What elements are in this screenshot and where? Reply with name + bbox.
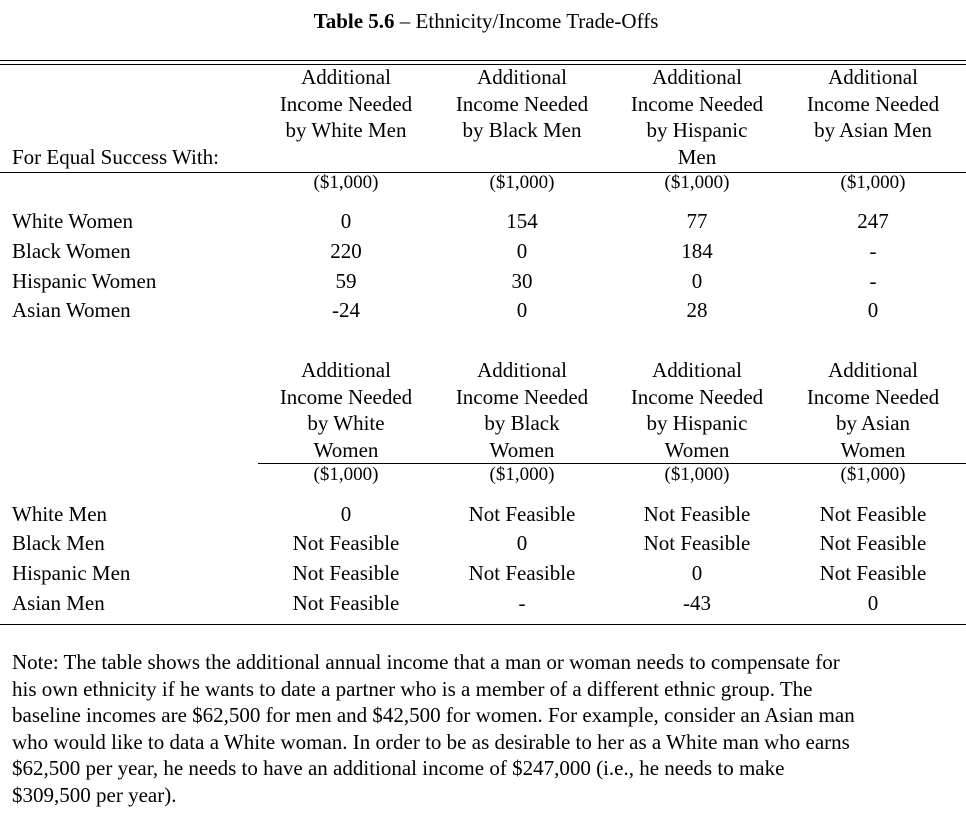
unit-label: ($1,000): [664, 172, 730, 193]
header-line: Additional: [828, 358, 918, 382]
header-line: Income Needed: [806, 91, 940, 116]
table-cell: 0: [867, 591, 879, 615]
header-line: by White: [307, 411, 385, 435]
header-line: Income Needed: [455, 91, 589, 116]
header-line: Women: [313, 437, 379, 462]
table-number: Table 5.6: [313, 9, 395, 33]
header-hispanic-men: [609, 64, 785, 170]
table-cell: 184: [681, 239, 713, 263]
header-white-men: [258, 64, 434, 144]
unit-label: ($1,000): [313, 464, 379, 485]
top-rule-1: [0, 60, 966, 61]
table-cell: 0: [340, 502, 352, 526]
header-asian-women: [785, 357, 961, 463]
header-line: by Black Men: [462, 118, 582, 142]
unit-label: ($1,000): [313, 172, 379, 193]
table-cell: -: [518, 591, 526, 615]
table-cell: 0: [340, 209, 352, 233]
table-cell: 77: [686, 209, 708, 233]
header-white-women: [258, 357, 434, 463]
header-line: Women: [489, 437, 555, 462]
row-label: Black Women: [12, 239, 131, 263]
table-cell: Not Feasible: [468, 561, 576, 585]
header-black-women: [434, 357, 610, 463]
table-cell: Not Feasible: [643, 531, 751, 555]
header-line: Income Needed: [279, 91, 413, 116]
header-line: by White Men: [285, 118, 407, 142]
table-cell: Not Feasible: [819, 502, 927, 526]
row-label: Asian Men: [12, 591, 105, 615]
table-cell: 154: [506, 209, 538, 233]
table-cell: Not Feasible: [468, 502, 576, 526]
header-line: Additional: [652, 358, 742, 382]
unit-label: ($1,000): [489, 464, 555, 485]
header-line: Additional: [301, 358, 391, 382]
header-black-men: [434, 64, 610, 144]
note-line: $62,500 per year, he needs to have an additional income of $247,000 (i.e., he needs to make: [12, 756, 785, 780]
table-cell: 59: [335, 269, 357, 293]
row-label: Asian Women: [12, 298, 131, 322]
table-cell: 247: [857, 209, 889, 233]
table-cell: Not Feasible: [292, 561, 400, 585]
note-line: who would like to data a White woman. In order to be as desirable to her as a White man who earns: [12, 729, 850, 754]
header-line: Income Needed: [806, 384, 940, 409]
header-hispanic-women: [609, 357, 785, 463]
table-cell: Not Feasible: [643, 502, 751, 526]
stub-label: For Equal Success With:: [12, 145, 219, 169]
table-cell: 0: [516, 239, 528, 263]
header-line: Additional: [477, 65, 567, 89]
unit-label: ($1,000): [840, 172, 906, 193]
row-label: Black Men: [12, 531, 105, 555]
table-cell: -: [869, 239, 877, 263]
header-line: Income Needed: [279, 384, 413, 409]
table-cell: -24: [332, 298, 360, 322]
unit-label: ($1,000): [489, 172, 555, 193]
table-cell: Not Feasible: [819, 531, 927, 555]
table-caption: [0, 9, 966, 34]
header-line: Additional: [301, 65, 391, 89]
header-line: Income Needed: [630, 384, 764, 409]
row-label: Hispanic Women: [12, 269, 157, 293]
row-label: Hispanic Men: [12, 561, 131, 585]
row-label: White Women: [12, 209, 133, 233]
bottom-rule: [0, 624, 966, 625]
note-line: $309,500 per year).: [12, 782, 177, 807]
table-cell: 28: [686, 298, 708, 322]
table-cell: 0: [691, 269, 703, 293]
header-line: by Asian: [835, 411, 911, 435]
note-line: his own ethnicity if he wants to date a partner who is a member of a different ethnic group. The: [12, 676, 813, 701]
header-line: Income Needed: [455, 384, 589, 409]
row-label: White Men: [12, 502, 108, 526]
header-line: by Hispanic: [646, 411, 748, 435]
table-note: [12, 649, 962, 808]
header-line: Additional: [828, 65, 918, 89]
table-cell: 0: [516, 531, 528, 555]
header-line: Men: [677, 144, 717, 169]
table-cell: 0: [691, 561, 703, 585]
header-line: by Black: [484, 411, 560, 435]
table-title: – Ethnicity/Income Trade-Offs: [394, 9, 659, 33]
table-cell: 0: [867, 298, 879, 322]
header-line: Women: [664, 437, 730, 462]
table-cell: 30: [511, 269, 533, 293]
table-cell: -: [869, 269, 877, 293]
header-line: Additional: [652, 65, 742, 89]
header-line: by Hispanic: [646, 118, 748, 142]
table-cell: Not Feasible: [819, 561, 927, 585]
header-line: Income Needed: [630, 91, 764, 116]
unit-label: ($1,000): [664, 464, 730, 485]
header-line: by Asian Men: [814, 118, 932, 142]
table-cell: Not Feasible: [292, 531, 400, 555]
header-line: Women: [840, 437, 906, 462]
note-line: baseline incomes are $62,500 for men and $42,500 for women. For example, consider an Asian man: [12, 703, 855, 727]
table-cell: 0: [516, 298, 528, 322]
header-asian-men: [785, 64, 961, 144]
note-line: Note: The table shows the additional annual income that a man or woman needs to compensate for: [12, 650, 840, 674]
table-cell: 220: [330, 239, 362, 263]
table-cell: -43: [683, 591, 711, 615]
header-line: Additional: [477, 358, 567, 382]
unit-label: ($1,000): [840, 464, 906, 485]
table-cell: Not Feasible: [292, 591, 400, 615]
